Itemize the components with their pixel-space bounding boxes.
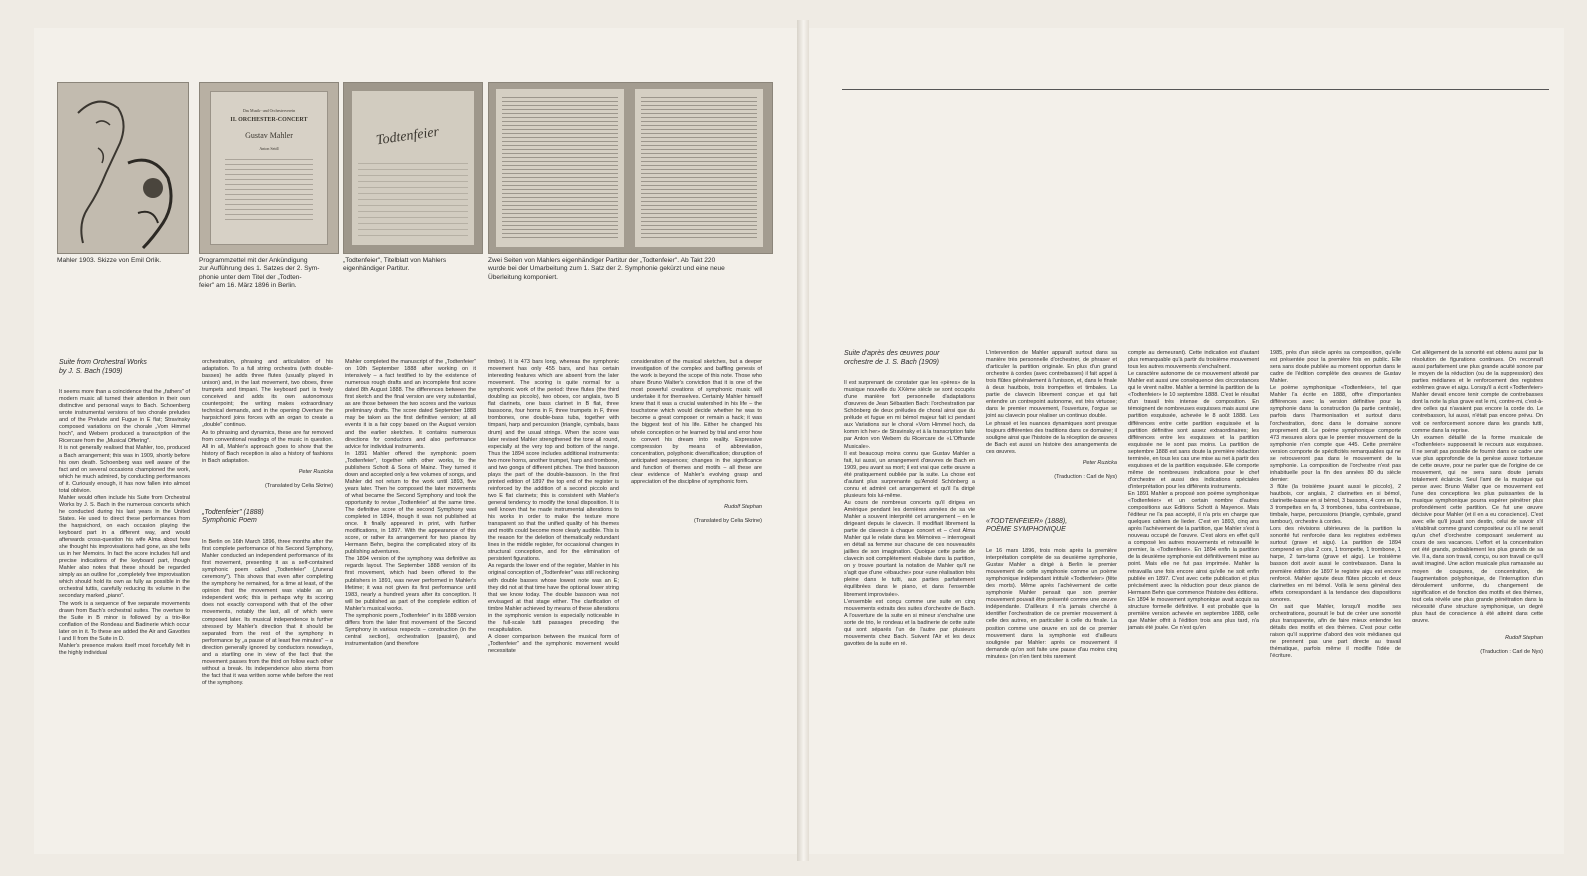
program-text-block xyxy=(225,159,313,221)
signature-ruzicka-fr: Peter Ruzicka xyxy=(1082,459,1117,466)
french-text-4: 1985, près d'un siècle après sa composition, qu'elle est présentée pour la première fois en public. Elle sera sans doute publiée au moment opportun dans le cadre de l'édition complète des œuvres de Gustav Mahler. Le poème symphonique «Todtenfeier», tel que Mahler l'a écrite en 1888, offre d'importantes différences avec la version définitive pour la symphonie dans la construction (la partie centrale), parfois dans l'harmonisation et surtout dans l'orchestration, donc dans le domaine sonore proprement dit. Le poème symphonique comporte 473 mesures alors que le premier mouvement de la symphonie n'en compte que 445. Cette première version comporte de spécificités remarquables qui ne se retrouveront pas dans le mouvement de la symphonie. La composition de l'orchestre n'est pas inhabituelle pour la fin des années 80 du siècle dernier: 3 flûte (la troisième jouant aussi le piccolo), 2 hautbois, cor anglais, 2 clarinettes en si bémol, clarinette-basse en si bémol, 3 bassons, 4 cors en fa, 3 trompettes en fa, 3 trombones, tuba contrebasse, timbale, harpe, percussions (triangle, cymbale, grand tambour), orchestre à cordes. Lors des révisions ultérieures de la partition la sonorité fut renforcée dans les registres extrêmes surtout (grave et aigu). La partition de 1894 comprend en plus 2 cors, 1 trompette, 1 trombone, 1 harpe, 2 tam-tams (grave et aigu). Le troisième basson doit avoir aussi le contrebasson. Dans la première édition de 1897 le registre aigu est encore renforcé. Mahler ajoute deux flûtes piccolo et deux clarinettes en mi bémol. Voilà le sens général des effets correspondant à la tendance des dispositions sonores. On sait que Mahler, lorsqu'il modifie ses orchestrations, poursuit le but de créer une sonorité plus transparente, afin de faire mieux entendre les détails des motifs et des thèmes. C'est pour cette raison qu'il supprime d'abord des voix médianes qui ne prennent pas une part directe au travail thématique, parfois même il modifie l'idée de l'écriture. xyxy=(1270,350,1401,660)
english-column-2 xyxy=(202,352,333,842)
orlik-sketch-image xyxy=(57,82,189,254)
translation-credit-fr-2: (Traduction : Carl de Nys) xyxy=(1480,648,1543,655)
french-text-2a: L'intervention de Mahler apparaît surtout dans sa manière très personnelle d'orchestrer, de phraser et d'articuler la partition originale. En plus d'un grand orchestre à cordes (avec contrebasses) il fait appel à trois flûtes généralement à l'unisson, et, dans le finale à deux hautbois, trois trompettes et timbales. La partie de clavecin librement conçue et qui fait entendre un contrepoint autonome, est très virtuose; dans le premier mouvement, l'ouverture, l'orgue se joint au clavecin pour réaliser un continuo double. Le phrasé et les nuances dynamiques sont presque toujours différentes des traditions dans ce domaine; il souligne ainsi que l'histoire de la réception de œuvres de Bach est aussi un histoire des arrangements de ces œuvres. xyxy=(986,350,1117,455)
french-column-2 xyxy=(986,343,1117,843)
score-title-page-image xyxy=(343,82,483,254)
score-systems-right xyxy=(641,97,757,239)
center-fold xyxy=(797,20,809,861)
caption-orlik: Mahler 1903. Skizze von Emil Orlik. xyxy=(57,257,162,264)
program-sheet xyxy=(210,91,328,245)
french-column-4 xyxy=(1270,343,1401,843)
signature-ruzicka-en: Peter Ruzicka xyxy=(298,468,333,475)
english-column-3 xyxy=(345,352,476,842)
french-text-3: compte au demeurant). Cette indication est d'autant plus remarquable qu'à partir du troisième mouvement tous les autres mouvements s'enchaînent. Le caractère autonome de ce mouvement attesté par Mahler est aussi une conséquence des circonstances qui le virent naître. Mahler a terminé la partition de la «Todtenfeier» le 10 septembre 1888. C'est le résultat d'un travail très intense de composition. En témoignent de nombreuses esquisses mais aussi une partition esquissée, achevée le 8 août 1888. Les différences entre cette partition esquissée et la partition définitive sont assez extraordinaires; les différences entre les esquisses et la partition esquissée ne le sont pas moins. La partition de septembre 1888 est sans doute la première rédaction terminée, en tous les cas une mise au net à partir des esquisses et de la partition esquissée. Elle comporte même de nombreuses indications pour le chef d'orchestre et aussi des indications spéciales d'interprétation pour les différents instruments. En 1891 Mahler a proposé son poème symphonique «Todtenfeier» et un certain nombre d'autres compositions aux Editions Schott à Mayence. Mais l'éditeur ne l'a pas accepté, il n'a pris en charge que quelques cahiers de lieder. C'est en 1893, cinq ans après l'achèvement de la partition, que Mahler s'est à nouveau occupé de l'œuvre. C'est alors en effet qu'il a composé les autres mouvements et retravaillé le premier, la «Todtenfeier». En 1894 enfin la partition de la deuxième symphonie est définitivement mise au point. Mais elle ne fut pas imprimée. Mahler la retravailla une fois encore ainsi qu'elle ne soit enfin publiée en 1897. C'est avec cette publication et plus précisément avec la réduction pour deux pianos de Hermann Behn que commence l'histoire des éditions. En 1894 le mouvement symphonique avait acquis sa structure formelle définitive. Il est probable que la première version achevée en septembre 1888, celle que Mahler offrit à l'édition trois ans plus tard, n'a jamais été jouée. Ce n'est qu'en xyxy=(1128,350,1259,631)
signature-stephan-fr: Rudolf Stephan xyxy=(1505,634,1543,641)
portrait-sketch-icon xyxy=(58,83,188,253)
translation-credit-en-2: (Translated by Celia Skrine) xyxy=(694,517,762,524)
english-heading-todtenfeier: „Todtenfeier" (1888) Symphonic Poem xyxy=(202,508,264,525)
score-systems-left xyxy=(502,97,618,239)
english-heading-bach: Suite from Orchestral Works by J. S. Bach (1909) xyxy=(59,359,147,375)
french-column-5 xyxy=(1412,343,1543,843)
english-text-3: Mahler completed the manuscript of the „Todtenfeier" on 10th September 1888 after working on it intensively – a fact testified to by the existence of numerous rough drafts and an incomplete first score dated 8th August 1888. The differences between the first sketch and the final version are very substantial, as are those between the two scores and the various preliminary drafts. The score dated September 1888 may be taken as the first definitive version; at all events it is a fair copy based on the August version and the earlier sketches. It contains numerous directions for conductors and also performance advice for individual instruments. In 1891 Mahler offered the symphonic poem „Todtenfeier", together with other works, to the publishers Schott & Sons of Mainz. They turned it down and accepted only a few volumes of songs, and Mahler did not return to the work until 1893, five years later. Then he composed the later movements of what became the Second Symphony and took the opportunity to revise „Todtenfeier" at the same time. The definitive score of the second Symphony was completed in 1894, though it was not published at once. It finally appeared in print, with further modifications, in 1897. With the appearance of this score, or rather its arrangement for two pianos by Hermann Behn, begins the complicated story of its publishing adventures. The 1894 version of the symphony was definitive as regards layout. The September 1888 version of its first movement, which had been offered to the publishers in 1891, was never performed in Mahler's lifetime; it was not given its first performance until 1983, nearly a hundred years after its conception. It will be published as part of the complete edition of Mahler's musical works. The symphonic poem „Todtenfeier" in its 1888 version differs from the later first movement of the Second Symphony in various respects – construction (in the central section), orchestration (passim), and instrumentation (and therefore xyxy=(345,359,476,647)
english-text-1: It seems more than a coincidence that the „fathers" of modern music all turned their attention in their own distinctive and personal ways to Bach. Schoenberg wrote instrumental versions of two chorale preludes and of the Prelude and Fugue in E flat; Stravinsky composed variations on the chorale „Vom Himmel hoch", and Webern produced a transcription of the Ricercare from the „Musical Offering". It is not generally realised that Mahler, too, produced a Bach arrangement; this was in 1909, shortly before his own death. Schoenberg was well aware of the fact and on several occasions championed the work, which he much admired, by conducting performances of it. Curiously enough, it has now fallen into almost total oblivion. Mahler would often include his Suite from Orchestral Works by J. S. Bach in the numerous concerts which he conducted during his last years in the United States. He used to direct these performances from the harpsichord, on each occasion playing the keyboard part in a different way, and would afterwards cross-question his wife Alma about how she thought his improvisations had gone, as she tells us in her Memoirs. In fact the score includes full and precise indications of the keyboard part, though Mahler also notes that these should be regarded simply as an outline for „completely free improvisation which should hold its own as fully as possible in the orchestral tuttis, carefully reducing its volume in the secondary marked „piano". The work is a sequence of five separate movements drawn from Bach's orchestral suites. The overture to the Suite in B minor is followed by a trio-like conflation of the Rondeau and Badinerie which occur later on in it. To these are added the Air and Gavottes I and II from the Suite in D. Mahler's presence makes itself most forcefully felt in the highly individual xyxy=(59,389,190,656)
english-column-4 xyxy=(488,352,619,842)
program-line-3: Gustav Mahler xyxy=(245,131,293,140)
translation-credit-en-1: (Translated by Celia Skrine) xyxy=(265,482,333,489)
french-text-2b: Le 16 mars 1896, trois mois après la première interprétation complète de sa deuxième symphonie, Gustav Mahler a dirigé à Berlin le premier mouvement de cette symphonie comme un poème symphonique indépendant intitulé «Todtenfeier» (fête des morts). Même après l'achèvement de cette symphonie Mahler pensait que son premier mouvement pouvait être présenté comme une œuvre indépendante. D'ailleurs il n'a jamais cherché à identifier l'orchestration de ce premier mouvement à celle des autres, en particulier à celle du finale. La position comme une œuvre en soi de ce premier mouvement dans la symphonie est d'ailleurs soulignée par Mahler: après ce mouvement il demande qu'on soit faite une pause d'au moins cinq minutes» (on n'en tient très rarement xyxy=(986,547,1117,660)
french-text-1: Il est surprenant de constater que les «pères» de la musique nouvelle du XXème siècle se sont occupés d'une manière fort personnelle d'adaptations d'œuvres de Jean Sébastien Bach: l'orchestration par Schönberg de deux préludes de choral ainsi que du prélude et fugue en mi bémol majeur fait ici pendant aux Variations sur le choral «Vom Himmel hoch, da komm ich her» de Stravinsky et à la transcription faite par Anton von Webern du Ricercare de «L'Offrande Musicale». Il est beaucoup moins connu que Gustav Mahler a fait, lui aussi, un arrangement d'œuvres de Bach en 1909, peu avant sa mort; il est vrai que cette œuvre a été pratiquement oubliée par la suite. La chose est d'autant plus surprenante qu'Arnold Schönberg a connu et admiré cet arrangement et qu'il l'a dirigé plusieurs fois lui-même. Au cours de nombreux concerts qu'il dirigea en Amérique pendant les dernières années de sa vie Mahler a souvent interprété cet arrangement – en le dirigeant depuis le clavecin. Il modifiait librement la partie de clavecin à chaque concert et – c'est Alma Mahler qui le relate dans les Mémoires – interrogeait en détail sa femme sur chacune de ces nouveautés jaillies de son imagination. Quoique cette partie de clavecin soit complètement réalisée dans la partition, on y trouve pourtant la notation de Mahler qu'il ne s'agit que d'une «ébauche» pour «une réalisation très pleine dans le tutti, aux parties parfaitement équilibrées dans le piano, et dans l'ensemble librement improvisée». L'ensemble est conçu comme une suite en cinq mouvements extraits des suites d'orchestre de Bach. A l'ouverture de la suite en si mineur s'enchaîne une sorte de trio, le rondeau et la badinerie de cette suite qui sont séparés l'un de l'autre par plusieurs mouvements chez Bach. Suivent l'Air et les deux gavottes de la suite en ré. xyxy=(844,380,975,647)
score-title-sheet xyxy=(352,91,474,245)
header-rule xyxy=(842,89,1549,90)
score-staves xyxy=(358,163,468,237)
score-pages-image xyxy=(488,82,773,254)
score-page-left xyxy=(496,89,624,247)
concert-program-image xyxy=(199,82,339,254)
score-title-text: Todtenfeier xyxy=(375,124,440,149)
score-page-right xyxy=(635,89,763,247)
caption-score-pages: Zwei Seiten von Mahlers eigenhändiger Partitur der „Todtenfeier". Ab Takt 220 wurde bei der Umarbeitung zum 1. Satz der 2. Symphonie gekürzt und eine neue Überleitung komponiert. xyxy=(488,257,725,281)
french-heading-bach: Suite d'après des œuvres pour orchestre de J. S. Bach (1909) xyxy=(844,350,940,366)
translation-credit-fr-1: (Traduction : Carl de Nys) xyxy=(1054,473,1117,480)
french-heading-todtenfeier: «TODTENFEIER» (1888), POÈME SYMPHONIQUE xyxy=(986,517,1068,534)
caption-program: Programmzettel mit der Ankündigung zur Aufführung des 1. Satzes der 2. Sym- phonie unter dem Titel der „Todten- feier" am 16. März 1896 in Berlin. xyxy=(199,257,320,290)
caption-title-page: „Todtenfeier", Titelblatt von Mahlers eigenhändiger Partitur. xyxy=(343,257,447,273)
program-line-4: Anton Seidl xyxy=(259,146,279,151)
english-column-5 xyxy=(631,352,762,842)
french-column-1 xyxy=(844,343,975,843)
french-text-5: Cet allègement de la sonorité est obtenu aussi par la résolution de figurations continues. On reconnaît aussi parfaitement une plus grande acuité sonore par le moyen de la réduction (ou de la suppression) des parties médianes et le renforcement des registres extrêmes grave et aigu. Lorsqu'il a écrit «Todtenfeier» Mahler devait encore tenir compte de contrebasses dont la note la plus grave est le mi, contre-mi, c'est-à-dire celles qui n'avaient pas encore la corde do. Le contrebasson, lui aussi, n'était pas encore prévu. On voit ce renforcement sonore dans les grands tutti, comme dans la reprise. Un examen détaillé de la forme musicale de «Todtenfeier» supposerait le recours aux esquisses. Il ne serait pas possible de fournir dans ce cadre une vue plus approfondie de la genèse assez tortueuse de cette œuvre, pour ne parler que de l'origine de ce mouvement, qui ne sera sans doute jamais totalement éclaircie. Seul l'ami de la musique qui pense avec Bruno Walter que ce mouvement est l'une des conceptions les plus puissantes de la musique symphonique pourra espérer pénétrer plus profondément cette partition. Ce fut une œuvre décisive pour Mahler (et il en a eu conscience). C'est avec elle qu'il jouait son destin, celui de savoir s'il s'établirait comme grand compositeur ou s'il ne serait qu'un chef d'orchestre composant seulement au cours de ses vacances. L'effort et la concentration ont été grands, probablement les plus grands de sa vie. Il a, dans son travail, conçu, ou son travail ce qu'il avait imaginé. Une action musicale plus ramassée au moyen de coupures, de concentration, de l'augmentation polyphonique, de l'interruption d'un déroulement uniforme, du changement de signification et de fonction des motifs et des thèmes, tout cela révèle une plus grande pénétration dans la nécessité d'une structure symphonique, un degré plus haut de conscience à été atteint dans cette œuvre. xyxy=(1412,350,1543,624)
signature-stephan-en: Rudolf Stephan xyxy=(724,503,762,510)
english-text-2b: In Berlin on 16th March 1896, three months after the first complete performance of his Second Symphony, Mahler conducted an independent performance of its first movement, presenting it as a self-contained symphonic poem called „Todtenfeier" („funeral ceremony"). This shows that even after completing the symphony he remained, for a time at least, of the opinion that the movement was viable as an independent work; this is perhaps why its scoring does not exactly correspond with that of the other movements, notably the last, all of which were composed later. Its musical independence is further stressed by Mahler's direction that it should be separated from the rest of the symphony in performance by „a pause of at least five minutes" – a direction generally ignored by conductors nowadays, and a startling one in view of the fact that the movement passes from the third on follow each other without a break. Its independence also stems from the fact that it was written some while before the rest of the symphony. xyxy=(202,538,333,686)
english-text-4: timbre). It is 473 bars long, whereas the symphonic movement has only 455 bars, and has certain interesting features which are absent from the later movement. The scoring is quite normal for a symphonic work of the period: three flutes (the third doubling as piccolo), two oboes, cor anglais, two B flat clarinets, one bass clarinet in B flat, three bassoons, four horns in F, three trumpets in F, three trombones, one double-bass tuba, together with timpani, harp and percussion (triangle, cymbals, bass drum) and the usual strings. When the score was later revised Mahler strengthened the tone all round, especially at the very top and bottom of the range. Thus the 1894 score includes additional instruments: two more horns, another trumpet, harp and trombone, and two gongs of different pitches. The third bassoon plays the part of the double-bassoon. In the first printed edition of 1897 the top end of the register is reinforced by the addition of a second piccolo and two E flat clarinets; this is consistent with Mahler's general tendency to modify the tonal disposition. It is well known that he made instrumental alterations to his works in order to make the texture more transparent so that the unified quality of his themes and motifs could become more clearly audible. This is the reason for the deletion of thematically redundant lines in the middle register, for occasional changes in structural conception, and for the elimination of persistent figurations. As regards the lower end of the register, Mahler in his original conception of „Todtenfeier" was still reckoning with double basses whose lowest note was an E; they did not at that time have the optional lower string that we know today. The double bassoon was not envisaged at that stage either. The clarification of timbre Mahler achieved by means of these alterations in the symphonic version is especially noticeable in the full-scale tutti passages preceding the recapitulation. A closer comparison between the musical form of „Todtenfeier" and the symphonic movement would necessitate xyxy=(488,359,619,654)
program-line-2: II. ORCHESTER-CONCERT xyxy=(230,117,308,123)
program-line-1: Das Musik- und Orchesterverein xyxy=(242,108,296,113)
english-column-1 xyxy=(59,352,190,842)
french-column-3 xyxy=(1128,343,1259,843)
english-text-2a: orchestration, phrasing and articulation of his adaptation. To a full string orchestra (with double-basses) he adds three flutes (usually played in unison) and, in the last movement, two oboes, three trumpets and timpani. The keyboard part is freely conceived and adds its own autonomous counterpoint; the writing makes extraordinary technical demands, and in the opening Overture the harpsichord joins forces with an organ to create a „double" continuo. As to phrasing and dynamics, these are far removed from conventional readings of the music in question. All in all, Mahler's approach goes to show that the history of Bach reception is also a history of fashions in Bach adaptation. xyxy=(202,359,333,464)
english-text-5: consideration of the musical sketches, but a deeper investigation of the complex and baffling genesis of the work is beyond the scope of this note. Those who share Bruno Walter's conviction that it is one of the most powerful creations of symphonic music will undertake it for themselves. Certainly Mahler himself knew that it was a crucial watershed in his life – the touchstone which would decide whether he was to become a great composer or remain a hack; it was the biggest test of his life. Either he changed his whole conception or he learned by trial and error how to convert his dream into reality. Expressive compression by means of abbreviation, concentration, polyphonic diversification; disruption of anticipated sequences; changes in the significance and function of themes and motifs – all these are clear evidence of Mahler's evolving grasp and appreciation of the discipline of symphonic form. xyxy=(631,359,762,485)
